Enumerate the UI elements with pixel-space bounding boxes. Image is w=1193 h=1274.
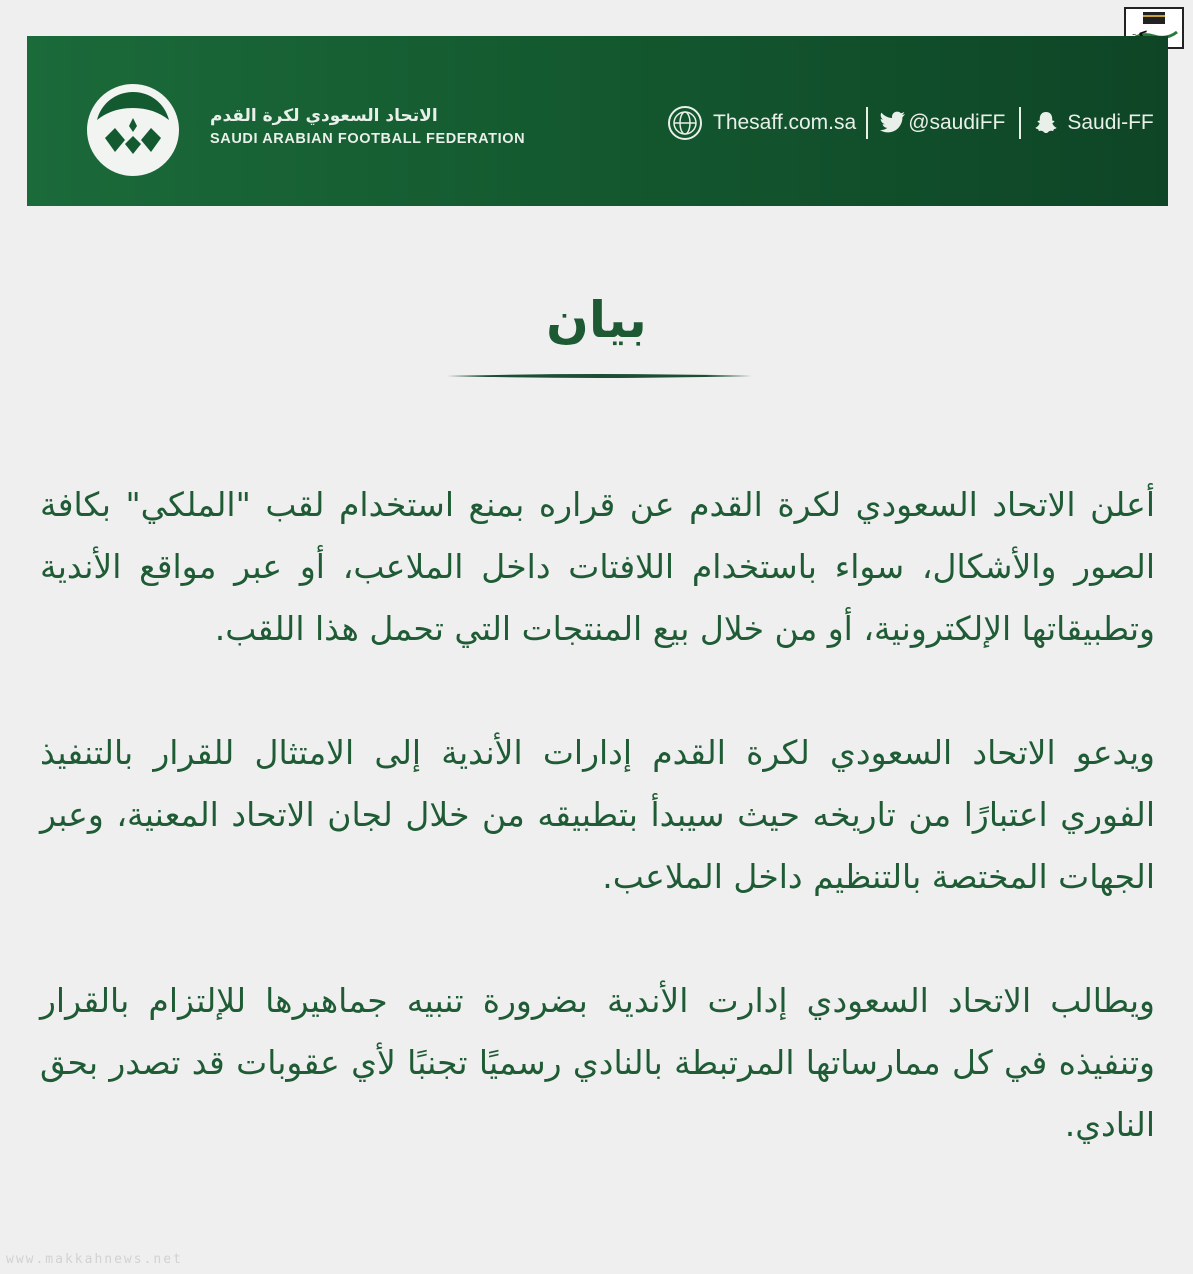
snapchat-link[interactable] [1033, 110, 1153, 136]
federation-header [27, 36, 1168, 206]
snapchat-icon [1033, 110, 1059, 136]
twitter-icon [878, 111, 906, 135]
statement-paragraph: أعلن الاتحاد السعودي لكرة القدم عن قراره بمنع استخدام لقب "الملكي" بكافة الصور والأشكال، سواء باستخدام اللافتات داخل الملاعب، أو عبر مواقع الأندية وتطبيقاتها الإلكترونية، أو من خلال بيع المنتجات التي تحمل هذا اللقب. [40, 485, 1155, 648]
statement-body [40, 474, 1155, 1218]
federation-logo [85, 82, 181, 178]
statement-title: بيان [546, 291, 647, 349]
globe-icon [667, 105, 703, 141]
twitter-link[interactable] [878, 111, 1005, 135]
website-link[interactable] [667, 105, 856, 141]
divider [866, 107, 868, 139]
federation-name-arabic: الاتحاد السعودي لكرة القدم [210, 106, 438, 126]
website-text: Thesaff.com.sa [713, 111, 857, 134]
twitter-handle: @saudiFF [908, 111, 1006, 134]
statement-paragraph: ويدعو الاتحاد السعودي لكرة القدم إدارات الأندية إلى الامتثال للقرار بالتنفيذ الفوري اعتبارًا من تاريخه حيث سيبدأ بتطبيقه من خلال لجان الاتحاد المعنية، وعبر الجهات المختصة بالتنظيم داخل الملاعب. [40, 733, 1155, 896]
social-links [667, 106, 1154, 140]
federation-name [210, 106, 560, 150]
snapchat-handle: Saudi-FF [1067, 111, 1154, 134]
watermark-site: www.makkahnews.net [6, 1252, 183, 1267]
divider [1019, 107, 1021, 139]
title-underline [447, 373, 752, 379]
statement-paragraph: ويطالب الاتحاد السعودي إدارت الأندية بضرورة تنبيه جماهيرها للإلتزام بالقرار وتنفيذه في كل ممارساتها المرتبطة بالنادي رسميًا تجنبًا لأي عقوبات قد تصدر بحق النادي. [40, 981, 1155, 1144]
federation-name-english: SAUDI ARABIAN FOOTBALL FEDERATION [210, 131, 526, 147]
